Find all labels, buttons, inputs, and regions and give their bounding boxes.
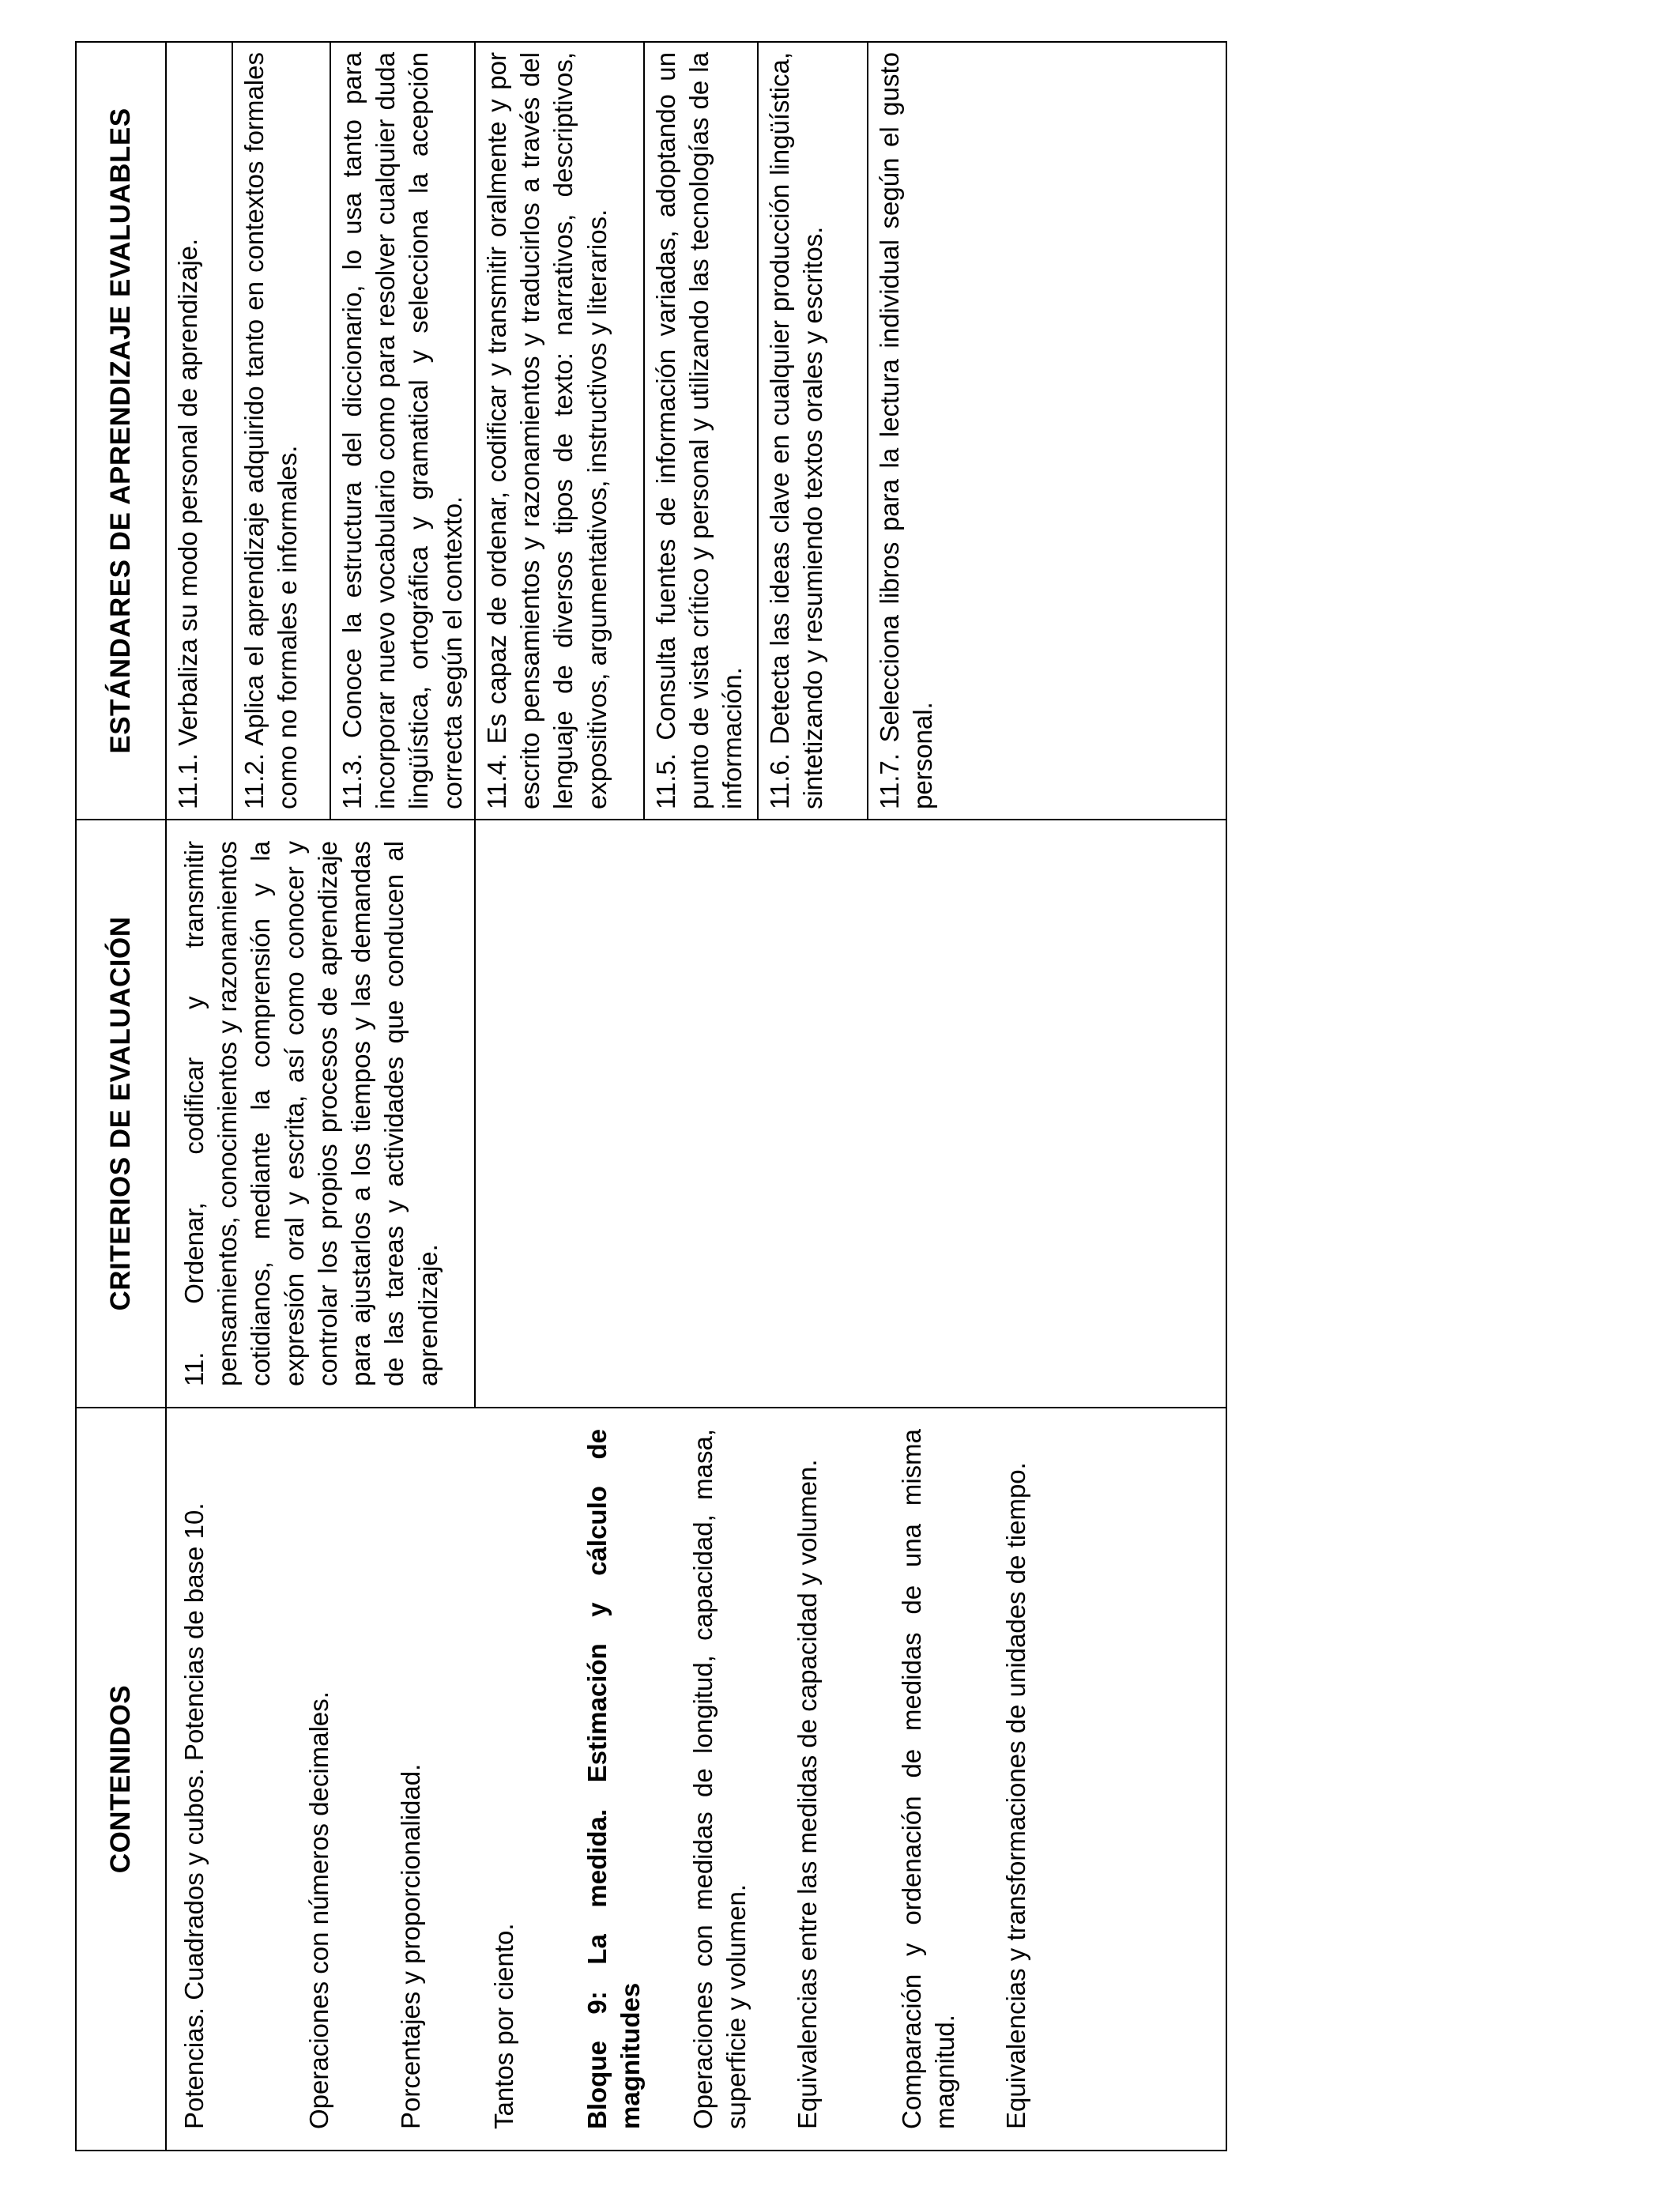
estandar-11-2: 11.2. Aplica el aprendizaje adquirido tanto en contextos formales como no formales e informales. [232, 42, 330, 820]
header-row [76, 42, 166, 2151]
criterio-11-text: 11. Ordenar, codificar y transmitir pensamientos, conocimientos y razonamientos cotidianos, mediante la comprensión y la expresión oral y escrita, así como conocer y controlar los propios procesos de aprendizaje para ajustarlos a los tiempos y las demandas de las tareas y actividades que conducen al aprendizaje. [179, 841, 443, 1386]
rotated-page [75, 43, 1648, 2151]
header-estandares: ESTÁNDARES DE APRENDIZAJE EVALUABLES [76, 42, 166, 820]
contenido-item: Equivalencias y transformaciones de unidades de tiempo. [1001, 1462, 1030, 2129]
contenido-item: Operaciones con medidas de longitud, capacidad, masa, superficie y volumen. [688, 1429, 751, 2129]
evaluation-table [75, 41, 1227, 2151]
estandar-11-5: 11.5. Consulta fuentes de información variadas, adoptando un punto de vista crítico y personal y utilizando las tecnologías de la información. [644, 42, 758, 820]
contenido-item: Potencias. Cuadrados y cubos. Potencias de base 10. [179, 1502, 209, 2129]
header-contenidos: CONTENIDOS [76, 1408, 166, 2151]
table-row [166, 42, 232, 2151]
criterio-empty-cell [475, 820, 1226, 1408]
contenido-item: Porcentajes y proporcionalidad. [396, 1763, 425, 2129]
estandar-11-6: 11.6. Detecta las ideas clave en cualquier producción lingüística, sintetizando y resumiendo textos orales y escritos. [758, 42, 868, 820]
estandar-11-1: 11.1. Verbaliza su modo personal de aprendizaje. [166, 42, 232, 820]
criterio-cell [166, 820, 475, 1408]
estandar-11-7: 11.7. Selecciona libros para la lectura individual según el gusto personal. [868, 42, 1226, 820]
estandar-11-4: 11.4. Es capaz de ordenar, codificar y transmitir oralmente y por escrito pensamientos y razonamientos y traducirlos a través del lenguaje de diversos tipos de texto: narrativos, descriptivos, expositivos, argumentativos, instructivos y literarios. [475, 42, 644, 820]
contenido-item: Comparación y ordenación de medidas de una misma magnitud. [897, 1429, 960, 2129]
bloque-heading: Bloque 9: La medida. Estimación y cálculo de magnitudes [582, 1429, 646, 2129]
estandar-11-3: 11.3. Conoce la estructura del diccionario, lo usa tanto para incorporar nuevo vocabulario como para resolver cualquier duda lingüística, ortográfica y gramatical y selecciona la acepción correcta según el contexto. [330, 42, 475, 820]
contenido-item: Tantos por ciento. [489, 1923, 518, 2129]
contenido-item: Equivalencias entre las medidas de capacidad y volumen. [793, 1459, 822, 2129]
contenidos-cell [166, 1408, 1226, 2151]
contenido-item: Operaciones con números decimales. [304, 1691, 333, 2129]
header-criterios: CRITERIOS DE EVALUACIÓN [76, 820, 166, 1408]
